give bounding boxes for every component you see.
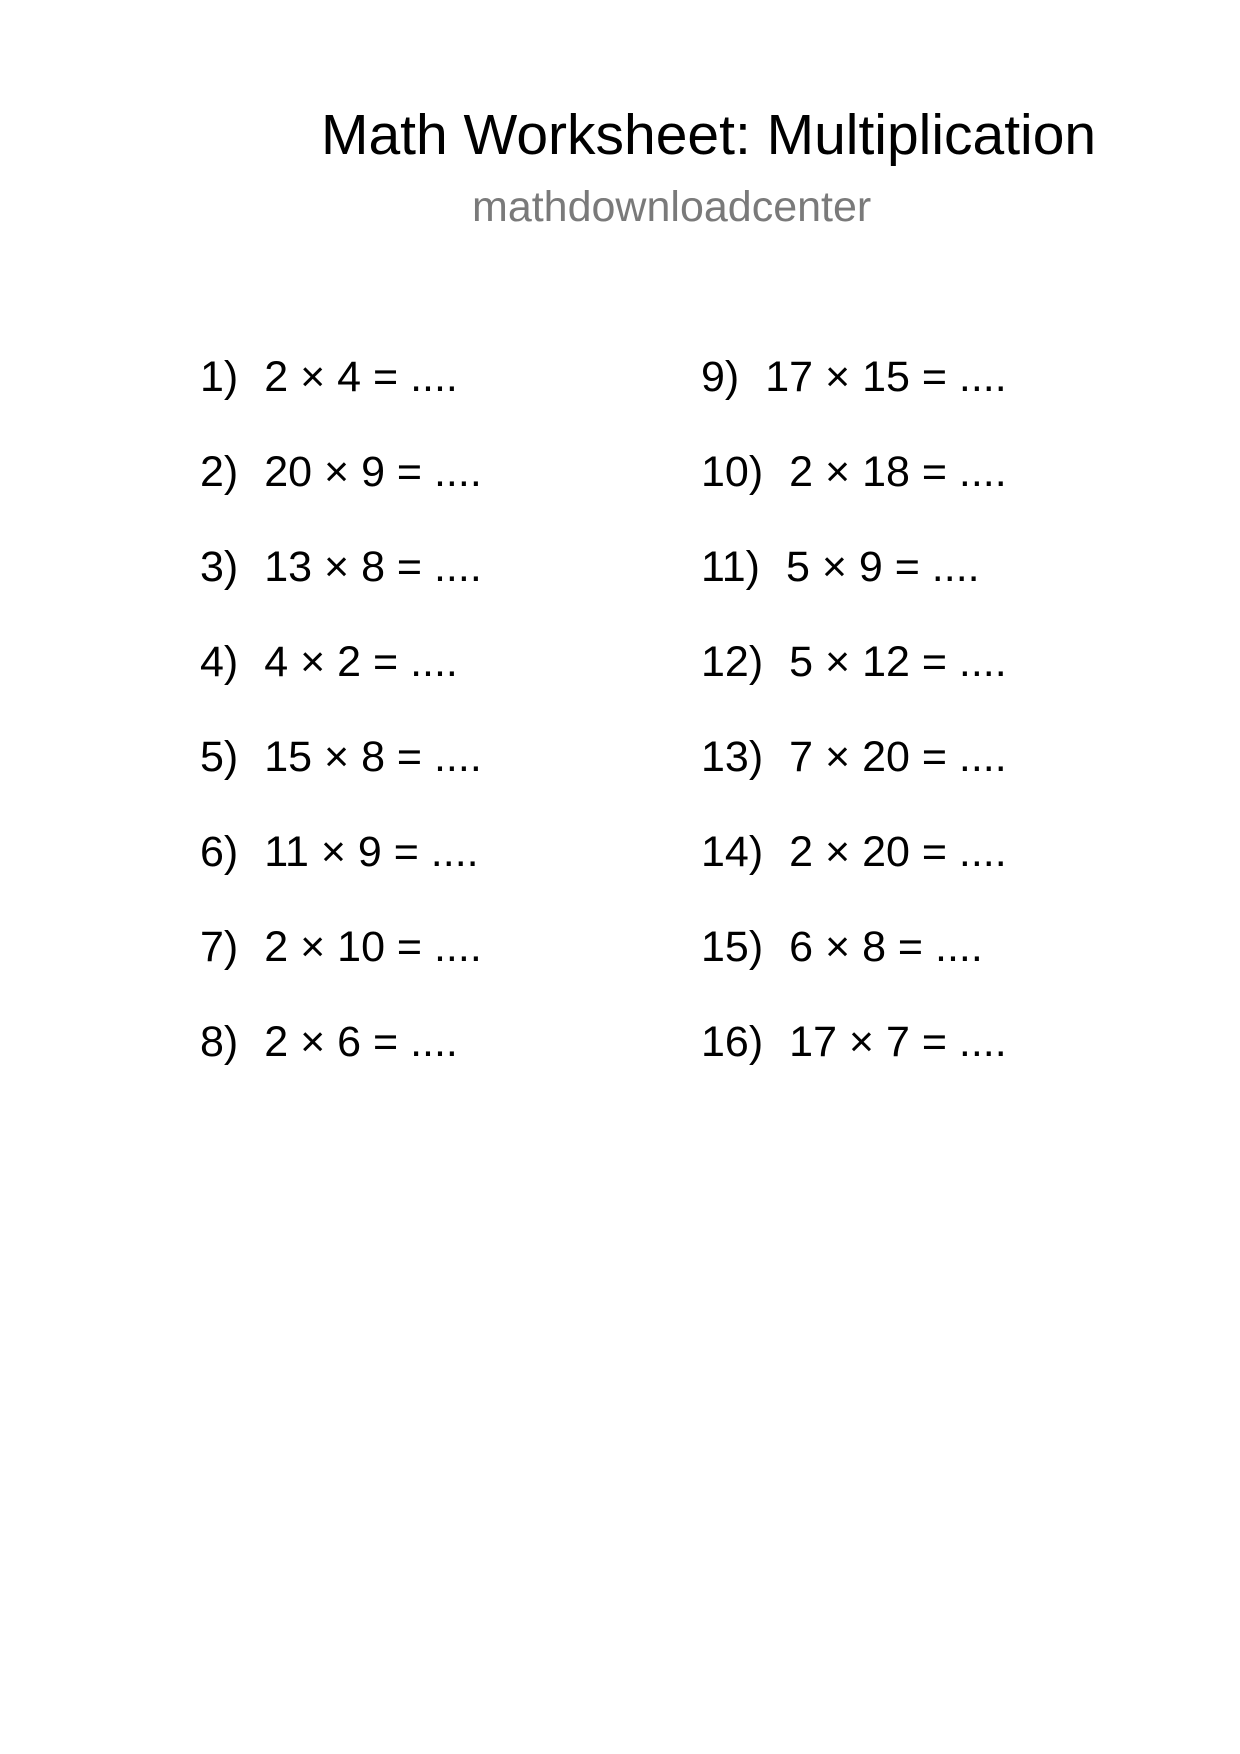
problem-item <box>200 440 482 535</box>
problem-number: 2) <box>200 448 239 496</box>
problem-item <box>200 1010 482 1105</box>
problem-number: 16) <box>701 1018 764 1066</box>
problem-number: 10) <box>701 448 764 496</box>
problem-number: 4) <box>200 638 239 686</box>
problem-item <box>701 535 1007 630</box>
problem-item <box>701 820 1007 915</box>
problem-item <box>701 1010 1007 1105</box>
problem-column-right <box>701 345 1007 1105</box>
problem-expression: 17 × 15 = .... <box>765 353 1007 401</box>
problem-expression: 6 × 8 = .... <box>789 923 983 971</box>
problem-expression: 2 × 6 = .... <box>264 1018 458 1066</box>
problem-number: 3) <box>200 543 239 591</box>
problem-expression: 4 × 2 = .... <box>264 638 458 686</box>
problem-number: 11) <box>701 543 760 591</box>
problem-number: 7) <box>200 923 239 971</box>
problem-number: 9) <box>701 353 740 401</box>
problem-number: 12) <box>701 638 764 686</box>
problem-expression: 2 × 4 = .... <box>264 353 458 401</box>
problem-item <box>701 440 1007 535</box>
problem-number: 15) <box>701 923 764 971</box>
problem-number: 13) <box>701 733 764 781</box>
problem-expression: 7 × 20 = .... <box>789 733 1007 781</box>
problem-number: 5) <box>200 733 239 781</box>
problem-expression: 11 × 9 = .... <box>264 828 479 876</box>
problem-item <box>701 725 1007 820</box>
problem-expression: 17 × 7 = .... <box>789 1018 1007 1066</box>
problem-column-left <box>200 345 482 1105</box>
problem-expression: 5 × 12 = .... <box>789 638 1007 686</box>
problem-item <box>701 345 1007 440</box>
problem-expression: 5 × 9 = .... <box>785 543 980 591</box>
worksheet-subtitle: mathdownloadcenter <box>472 183 872 231</box>
problem-item <box>200 725 482 820</box>
problem-number: 8) <box>200 1018 239 1066</box>
problem-expression: 2 × 18 = .... <box>789 448 1007 496</box>
worksheet-title: Math Worksheet: Multiplication <box>321 103 1097 167</box>
problem-item <box>701 630 1007 725</box>
problem-item <box>200 915 482 1010</box>
problem-item <box>200 630 482 725</box>
problem-item <box>200 535 482 630</box>
problem-expression: 20 × 9 = .... <box>264 448 482 496</box>
problem-number: 1) <box>200 353 239 401</box>
problem-item <box>200 345 482 440</box>
problem-expression: 2 × 20 = .... <box>789 828 1007 876</box>
problem-item <box>701 915 1007 1010</box>
problem-expression: 2 × 10 = .... <box>264 923 482 971</box>
problem-item <box>200 820 482 915</box>
problem-expression: 15 × 8 = .... <box>264 733 482 781</box>
problem-number: 14) <box>701 828 764 876</box>
problem-expression: 13 × 8 = .... <box>264 543 482 591</box>
problem-number: 6) <box>200 828 239 876</box>
